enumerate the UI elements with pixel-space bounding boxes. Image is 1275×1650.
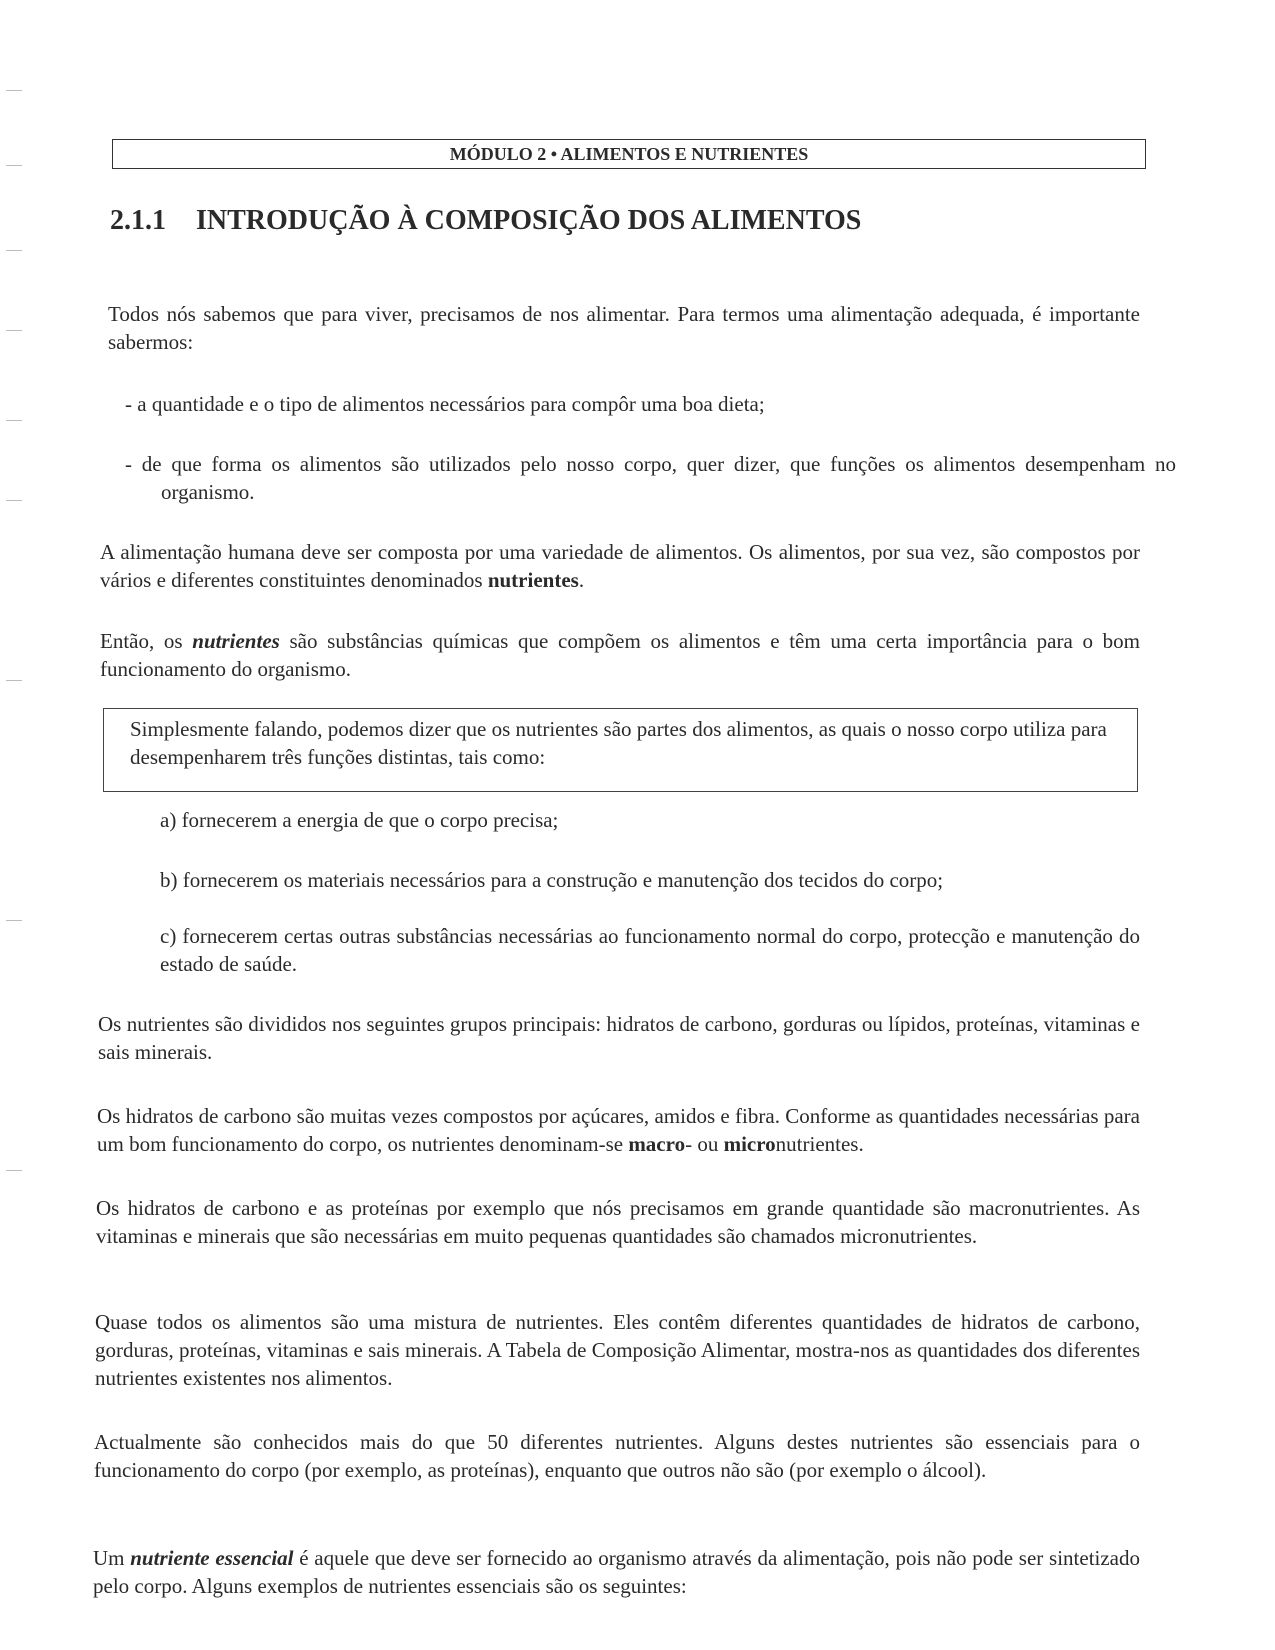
p3-start: Então, os [100,629,193,653]
paragraph-variety [100,538,1140,594]
bullet-1: - a quantidade e o tipo de alimentos necessários para compôr uma boa dieta; [125,392,765,416]
p2-bold: nutrientes [487,568,579,592]
paragraph-fifty-nutrients: Actualmente são conhecidos mais do que 50 diferentes nutrientes. Alguns destes nutrientes são essenciais para o funcionamento do corpo (por exemplo, as proteínas), enquanto que outros não são (por exemplo o álcool). [94,1430,1140,1482]
p9-start: Um [93,1546,131,1570]
bullet-2: - de que forma os alimentos são utilizados pelo nosso corpo, quer dizer, que funções os alimentos desempenham no organismo. [125,452,1176,504]
paragraph-mixture: Quase todos os alimentos são uma mistura de nutrientes. Eles contêm diferentes quantidades de hidratos de carbono, gorduras, proteínas, vitaminas e sais minerais. A Tabela de Composição Alimentar, mostra-nos as quantidades dos diferentes nutrientes existentes nos alimentos. [95,1310,1140,1390]
paragraph-macro-micro [97,1102,1140,1158]
p2-end: . [578,568,585,592]
p5-micro: micro [723,1132,776,1156]
p3-emph: nutrientes [192,629,280,653]
paragraph-groups: Os nutrientes são divididos nos seguintes grupos principais: hidratos de carbono, gorduras ou lípidos, proteínas, vitaminas e sais minerais. [98,1012,1140,1064]
p5-macro: macro [628,1132,686,1156]
p5-text: Os hidratos de carbono são muitas vezes compostos por açúcares, amidos e fibra. Conforme as quantidades necessárias para um bom funcionamento do corpo, os nutrientes denominam-se [97,1104,1140,1156]
scan-margin-marks [0,0,30,1650]
p3-text: são substâncias químicas que compõem os alimentos e têm uma certa importância para o bom funcionamento do organismo. [100,629,1141,681]
p5-mid: - ou [685,1132,724,1156]
section-title [110,205,861,237]
module-header: MÓDULO 2 • ALIMENTOS E NUTRIENTES [112,139,1146,169]
paragraph-nutrients [100,627,1140,683]
p9-emph: nutriente essencial [130,1546,294,1570]
function-c: c) fornecerem certas outras substâncias necessárias ao funcionamento normal do corpo, protecção e manutenção do estado de saúde. [160,924,1140,976]
paragraph-intro: Todos nós sabemos que para viver, precisamos de nos alimentar. Para termos uma alimentação adequada, é importante sabermos: [108,302,1140,354]
section-title-text: INTRODUÇÃO À COMPOSIÇÃO DOS ALIMENTOS [196,205,862,236]
paragraph-essential [93,1544,1140,1600]
paragraph-macronutrients: Os hidratos de carbono e as proteínas por exemplo que nós precisamos em grande quantidade são macronutrientes. As vitaminas e minerais que são necessárias em muito pequenas quantidades são chamados micronutrientes. [96,1196,1140,1248]
section-number: 2.1.1 [110,205,166,236]
callout-box: Simplesmente falando, podemos dizer que os nutrientes são partes dos alimentos, as quais o nosso corpo utiliza para desempenharem três funções distintas, tais como: [103,708,1138,792]
p9-text: é aquele que deve ser fornecido ao organismo através da alimentação, pois não pode ser sintetizado pelo corpo. Alguns exemplos de nutrientes essenciais são os seguintes: [93,1546,1140,1598]
function-b: b) fornecerem os materiais necessários para a construção e manutenção dos tecidos do corpo; [160,868,944,892]
p5-end: nutrientes. [775,1132,864,1156]
p2-text: A alimentação humana deve ser composta por uma variedade de alimentos. Os alimentos, por sua vez, são compostos por vários e diferentes constituintes denominados [100,540,1140,592]
function-a: a) fornecerem a energia de que o corpo precisa; [160,808,559,832]
